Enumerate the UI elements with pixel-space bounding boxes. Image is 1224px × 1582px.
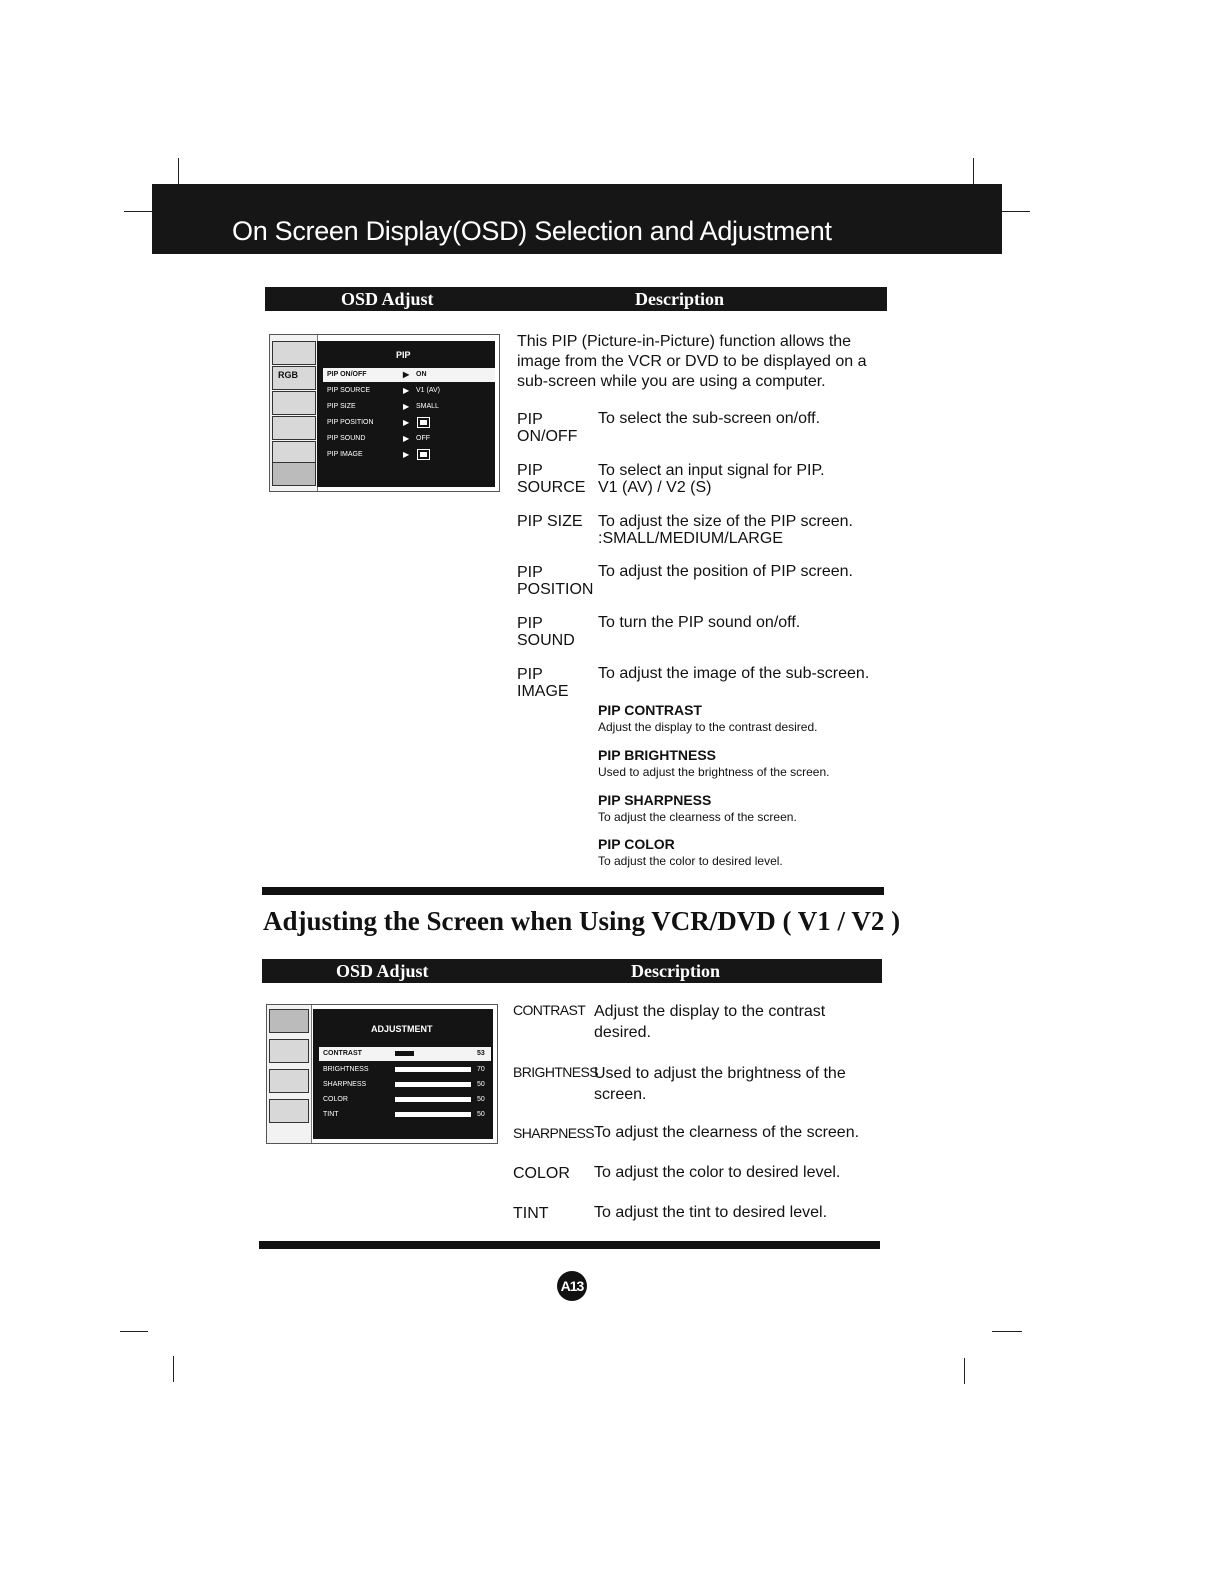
- sub-title-pip-brightness: PIP BRIGHTNESS: [598, 747, 716, 763]
- osd-row-contrast: CONTRAST 53: [319, 1047, 491, 1061]
- crop-mark: [178, 158, 179, 184]
- crop-mark: [992, 1331, 1022, 1332]
- term-pip-size: PIP SIZE: [517, 513, 583, 530]
- desc-pip-position: To adjust the position of PIP screen.: [598, 563, 853, 580]
- crop-mark: [964, 1358, 965, 1384]
- osd-row-sharpness: SHARPNESS 50: [323, 1081, 485, 1088]
- desc-tint: To adjust the tint to desired level.: [594, 1204, 828, 1221]
- desc-pip-size: To adjust the size of the PIP screen. :SMALL/MEDIUM/LARGE: [598, 513, 853, 547]
- tracking-tab-icon: [272, 416, 316, 440]
- pip-intro-line: image from the VCR or DVD to be displayed on a: [517, 353, 867, 370]
- screen-box-icon: [417, 417, 430, 428]
- pip-intro-line: sub-screen while you are using a computer.: [517, 373, 826, 390]
- term-pip-sound: PIP SOUND: [517, 615, 575, 649]
- desc-contrast: Adjust the display to the contrast desired.: [594, 1003, 826, 1041]
- rgb-tab-icon: RGB: [272, 366, 316, 390]
- audio-tab-icon: [269, 1039, 309, 1063]
- level-bar: [395, 1097, 471, 1102]
- osd-adjust-heading: OSD Adjust: [336, 961, 429, 981]
- pip-intro-line: This PIP (Picture-in-Picture) function allows the: [517, 333, 852, 350]
- level-bar: [395, 1051, 414, 1056]
- page-title: On Screen Display(OSD) Selection and Adjustment: [232, 216, 832, 246]
- crop-mark: [120, 1331, 148, 1332]
- term-sharpness: SHARPNESS: [513, 1125, 594, 1141]
- osd-row-pip-size: PIP SIZE ▶ SMALL: [327, 402, 439, 411]
- desc-pip-source: To select an input signal for PIP. V1 (AV) / V2 (S): [598, 462, 825, 496]
- desc-pip-image: To adjust the image of the sub-screen.: [598, 665, 870, 682]
- osd-adjust-heading: OSD Adjust: [341, 289, 434, 309]
- osd-row-pip-image: PIP IMAGE ▶: [323, 448, 495, 462]
- level-bar: [395, 1082, 471, 1087]
- page-number: A13: [557, 1271, 587, 1301]
- osd-panel: [317, 341, 495, 487]
- term-brightness: BRIGHTNESS: [513, 1064, 599, 1080]
- osd-panel: [313, 1009, 493, 1139]
- desc-pip-onoff: To select the sub-screen on/off.: [598, 410, 821, 427]
- section1-table-header: [265, 287, 887, 311]
- desc-pip-sound: To turn the PIP sound on/off.: [598, 614, 801, 631]
- description-heading: Description: [635, 289, 724, 309]
- position-tab-icon: [272, 391, 316, 415]
- sub-title-pip-color: PIP COLOR: [598, 836, 675, 852]
- pip-tab-icon: [272, 462, 316, 486]
- screen-box-icon: [417, 449, 430, 460]
- term-contrast: CONTRAST: [513, 1002, 586, 1018]
- picture-tab-icon: [272, 341, 316, 365]
- osd-tab-strip: [270, 335, 318, 491]
- crop-mark: [1002, 211, 1030, 212]
- osd-row-pip-source: PIP SOURCE ▶ V1 (AV): [327, 386, 440, 395]
- section-divider: [262, 887, 884, 895]
- osd-panel-title: ADJUSTMENT: [371, 1024, 433, 1034]
- osd-row-pip-sound: PIP SOUND ▶ OFF: [327, 434, 430, 443]
- level-bar: [395, 1067, 471, 1072]
- desc-color: To adjust the color to desired level.: [594, 1164, 841, 1181]
- crop-mark: [173, 1356, 174, 1382]
- level-bar: [395, 1112, 471, 1117]
- osd-row-color: COLOR 50: [323, 1096, 485, 1103]
- section2-title: Adjusting the Screen when Using VCR/DVD ( V1 / V2 ): [263, 906, 901, 936]
- osd-tab-strip: [267, 1005, 312, 1143]
- term-color: COLOR: [513, 1165, 570, 1182]
- osd-row-brightness: BRIGHTNESS 70: [323, 1066, 485, 1073]
- pip-tab-icon: [269, 1099, 309, 1123]
- term-pip-position: PIP POSITION: [517, 564, 594, 598]
- desc-sharpness: To adjust the clearness of the screen.: [594, 1124, 860, 1141]
- term-pip-onoff: PIP ON/OFF: [517, 411, 578, 445]
- sub-text-pip-contrast: Adjust the display to the contrast desired.: [598, 720, 818, 734]
- description-heading: Description: [631, 961, 720, 981]
- adjustment-tab-icon: [269, 1009, 309, 1033]
- term-pip-image: PIP IMAGE: [517, 666, 569, 700]
- sub-text-pip-color: To adjust the color to desired level.: [598, 854, 783, 868]
- sub-text-pip-brightness: Used to adjust the brightness of the screen.: [598, 765, 830, 779]
- crop-mark: [973, 158, 974, 184]
- osd-panel-title: PIP: [396, 350, 411, 360]
- setup-tab-icon: [269, 1069, 309, 1093]
- osd-row-pip-position: PIP POSITION ▶: [323, 416, 495, 430]
- section-divider: [259, 1241, 880, 1249]
- osd-row-pip-onoff: PIP ON/OFF ▶ ON: [323, 368, 495, 382]
- pip-osd-menu: [269, 334, 500, 492]
- osd-row-tint: TINT 50: [323, 1111, 485, 1118]
- desc-brightness: Used to adjust the brightness of the screen.: [594, 1065, 846, 1103]
- sub-title-pip-sharpness: PIP SHARPNESS: [598, 792, 712, 808]
- sub-text-pip-sharpness: To adjust the clearness of the screen.: [598, 810, 797, 824]
- sub-title-pip-contrast: PIP CONTRAST: [598, 702, 702, 718]
- term-tint: TINT: [513, 1205, 549, 1222]
- section2-table-header: [262, 959, 882, 983]
- crop-mark: [124, 211, 152, 212]
- term-pip-source: PIP SOURCE: [517, 462, 586, 496]
- adjustment-osd-menu: [266, 1004, 498, 1144]
